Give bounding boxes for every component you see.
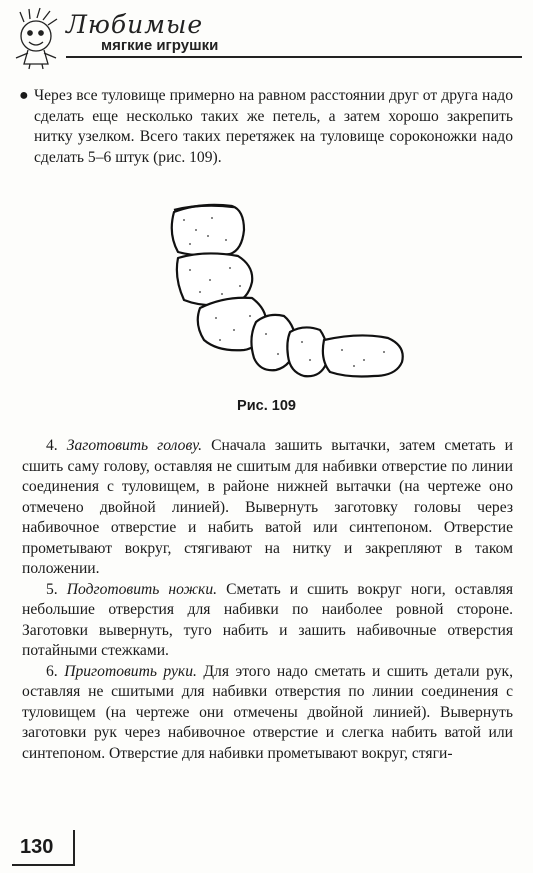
step-number: 4. [46, 437, 67, 454]
book-subtitle: мягкие игрушки [101, 37, 219, 54]
step-title: Заготовить голову. [66, 437, 203, 454]
page-footer [0, 830, 533, 873]
footer-divider-vertical [73, 830, 75, 866]
step-title: Подготовить ножки. [66, 580, 218, 598]
step-text: Для этого надо сметать и сшить детали рук, оставляя не сшитыми для набивки отверстия по линии соединения с туловищем (на чертеже они отмечены двойной линией). Вывернуть заготовки рук через набивочное отверстие и слегка набить ватой или синтепоном. Отверстие для набивки прометывают вокруг, стяги- [22, 662, 514, 762]
page-number: 130 [20, 836, 54, 858]
page-header [0, 0, 533, 70]
header-divider [66, 56, 522, 58]
centipede-figure [160, 200, 410, 390]
body-text [22, 436, 513, 764]
step-title: Приготовить руки. [64, 662, 197, 680]
book-title: Любимые [66, 10, 204, 39]
figure-caption: Рис. 109 [237, 398, 296, 414]
step-text: Сначала зашить вытачки, затем сметать и сшить саму голову, оставляя не сшитым для набивки отверстие по линии соединения с туловищем, в районе нижней вытачки (на чертеже оно отмечено двойной линией). Вывернуть заготовку головы через набивочное отверстие и набить ватой или синтепоном. Отверстие прометывают вокруг, стягивают на нитку и закрепляют в таком положении. [22, 437, 513, 577]
step-number: 5. [46, 580, 67, 598]
step-paragraph [22, 662, 513, 765]
step-number: 6. [46, 662, 65, 680]
mascot-doll-icon [10, 6, 62, 70]
bullet-paragraph [19, 86, 513, 168]
footer-divider-horizontal [12, 864, 75, 866]
bullet-paragraph-text: Через все туловище примерно на равном расстоянии друг от друга надо сделать еще несколько таких же петель, а затем хорошо закрепить нитку узелком. Всего таких перетяжек на туловище сороконожки надо сделать 5–6 штук (рис. 109). [34, 87, 513, 166]
step-paragraph [22, 436, 513, 580]
bullet-icon: ● [19, 87, 29, 104]
step-paragraph [22, 580, 513, 662]
step-text: Сметать и сшить вокруг ноги, оставляя небольшие отверстия для набивки по наиболее ровной стороне. Заготовки вывернуть, туго набить и зашить набивочные отверстия потайными стежками. [22, 580, 514, 659]
